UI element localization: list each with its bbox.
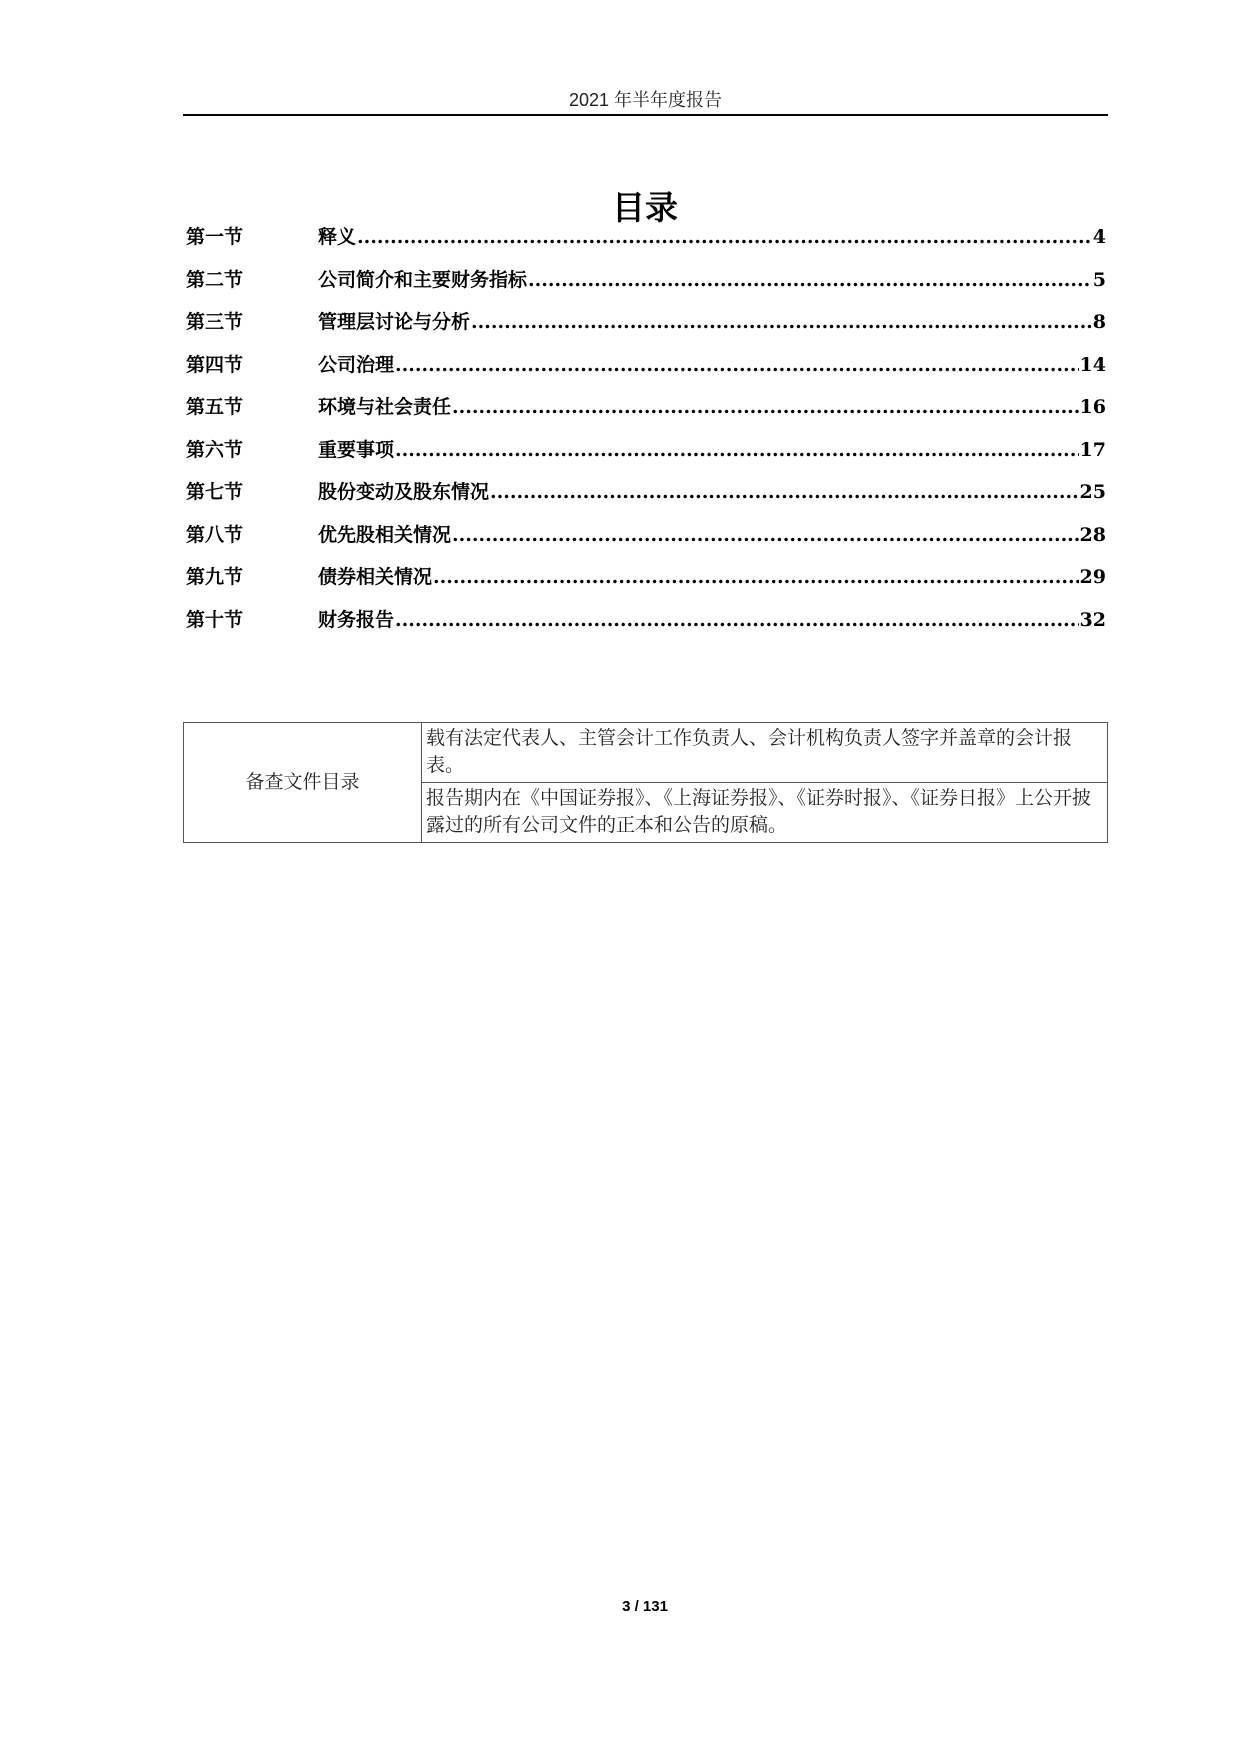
toc-section-number: 第三节	[186, 311, 244, 333]
toc-section-name: 公司简介和主要财务指标	[318, 268, 528, 291]
toc-entry[interactable]	[186, 222, 1106, 265]
page-number: 3 / 131	[622, 1598, 668, 1615]
toc-entry[interactable]	[186, 392, 1106, 435]
toc-entry[interactable]	[186, 605, 1106, 648]
toc-page-number: 25	[1079, 481, 1106, 503]
toc-section-number: 第四节	[186, 353, 244, 376]
toc-section-name: 财务报告	[318, 608, 395, 631]
toc-page-number: 32	[1079, 608, 1106, 631]
toc-leader-dots	[395, 354, 1079, 376]
toc-entry[interactable]	[186, 265, 1106, 308]
toc-entry[interactable]	[186, 562, 1106, 605]
toc-leader-dots	[528, 269, 1092, 291]
toc-entry[interactable]	[186, 350, 1106, 393]
toc-section-number: 第五节	[186, 396, 244, 418]
toc-title: 目录	[612, 188, 678, 227]
toc-section-name: 公司治理	[318, 353, 395, 376]
toc-leader-dots	[490, 481, 1079, 503]
toc-page-number: 17	[1079, 438, 1106, 461]
toc-section-name: 股份变动及股东情况	[318, 481, 490, 503]
toc-entry[interactable]	[186, 520, 1106, 563]
toc-page-number: 5	[1092, 268, 1106, 291]
toc-page-number: 28	[1079, 523, 1106, 546]
toc-leader-dots	[433, 566, 1079, 588]
toc-leader-dots	[452, 524, 1079, 546]
reference-documents-label: 备查文件目录	[184, 723, 422, 843]
toc-page-number: 14	[1079, 353, 1106, 376]
toc-section-number: 第七节	[186, 481, 244, 503]
page-header: 2021 年半年度报告	[568, 90, 723, 110]
toc-entry[interactable]	[186, 307, 1106, 350]
toc-entry[interactable]	[186, 435, 1106, 478]
toc-section-number: 第一节	[186, 226, 244, 248]
toc-section-number: 第二节	[186, 268, 244, 291]
toc-page-number: 29	[1079, 566, 1106, 588]
reference-document-item: 载有法定代表人、主管会计工作负责人、会计机构负责人签字并盖章的会计报表。	[422, 723, 1108, 783]
toc-section-name: 释义	[318, 226, 357, 248]
toc-page-number: 16	[1079, 396, 1106, 418]
toc-section-name: 环境与社会责任	[318, 396, 452, 418]
header-divider	[183, 114, 1108, 116]
table-row	[184, 723, 1108, 783]
toc-section-name: 债券相关情况	[318, 566, 433, 588]
reference-documents-table	[183, 722, 1108, 843]
toc-page-number: 8	[1092, 311, 1106, 333]
table-of-contents	[186, 222, 1106, 647]
toc-section-number: 第六节	[186, 438, 244, 461]
toc-leader-dots	[357, 226, 1092, 248]
toc-section-name: 重要事项	[318, 438, 395, 461]
toc-section-number: 第八节	[186, 523, 244, 546]
toc-section-name: 管理层讨论与分析	[318, 311, 471, 333]
toc-section-number: 第十节	[186, 608, 244, 631]
reference-document-item: 报告期内在《中国证券报》、《上海证券报》、《证券时报》、《证券日报》上公开披露过的所有公司文件的正本和公告的原稿。	[422, 783, 1108, 843]
toc-leader-dots	[471, 311, 1092, 333]
toc-section-number: 第九节	[186, 566, 244, 588]
toc-entry[interactable]	[186, 477, 1106, 520]
toc-leader-dots	[452, 396, 1079, 418]
toc-leader-dots	[395, 439, 1079, 461]
toc-leader-dots	[395, 609, 1079, 631]
toc-section-name: 优先股相关情况	[318, 523, 452, 546]
toc-page-number: 4	[1092, 226, 1106, 248]
